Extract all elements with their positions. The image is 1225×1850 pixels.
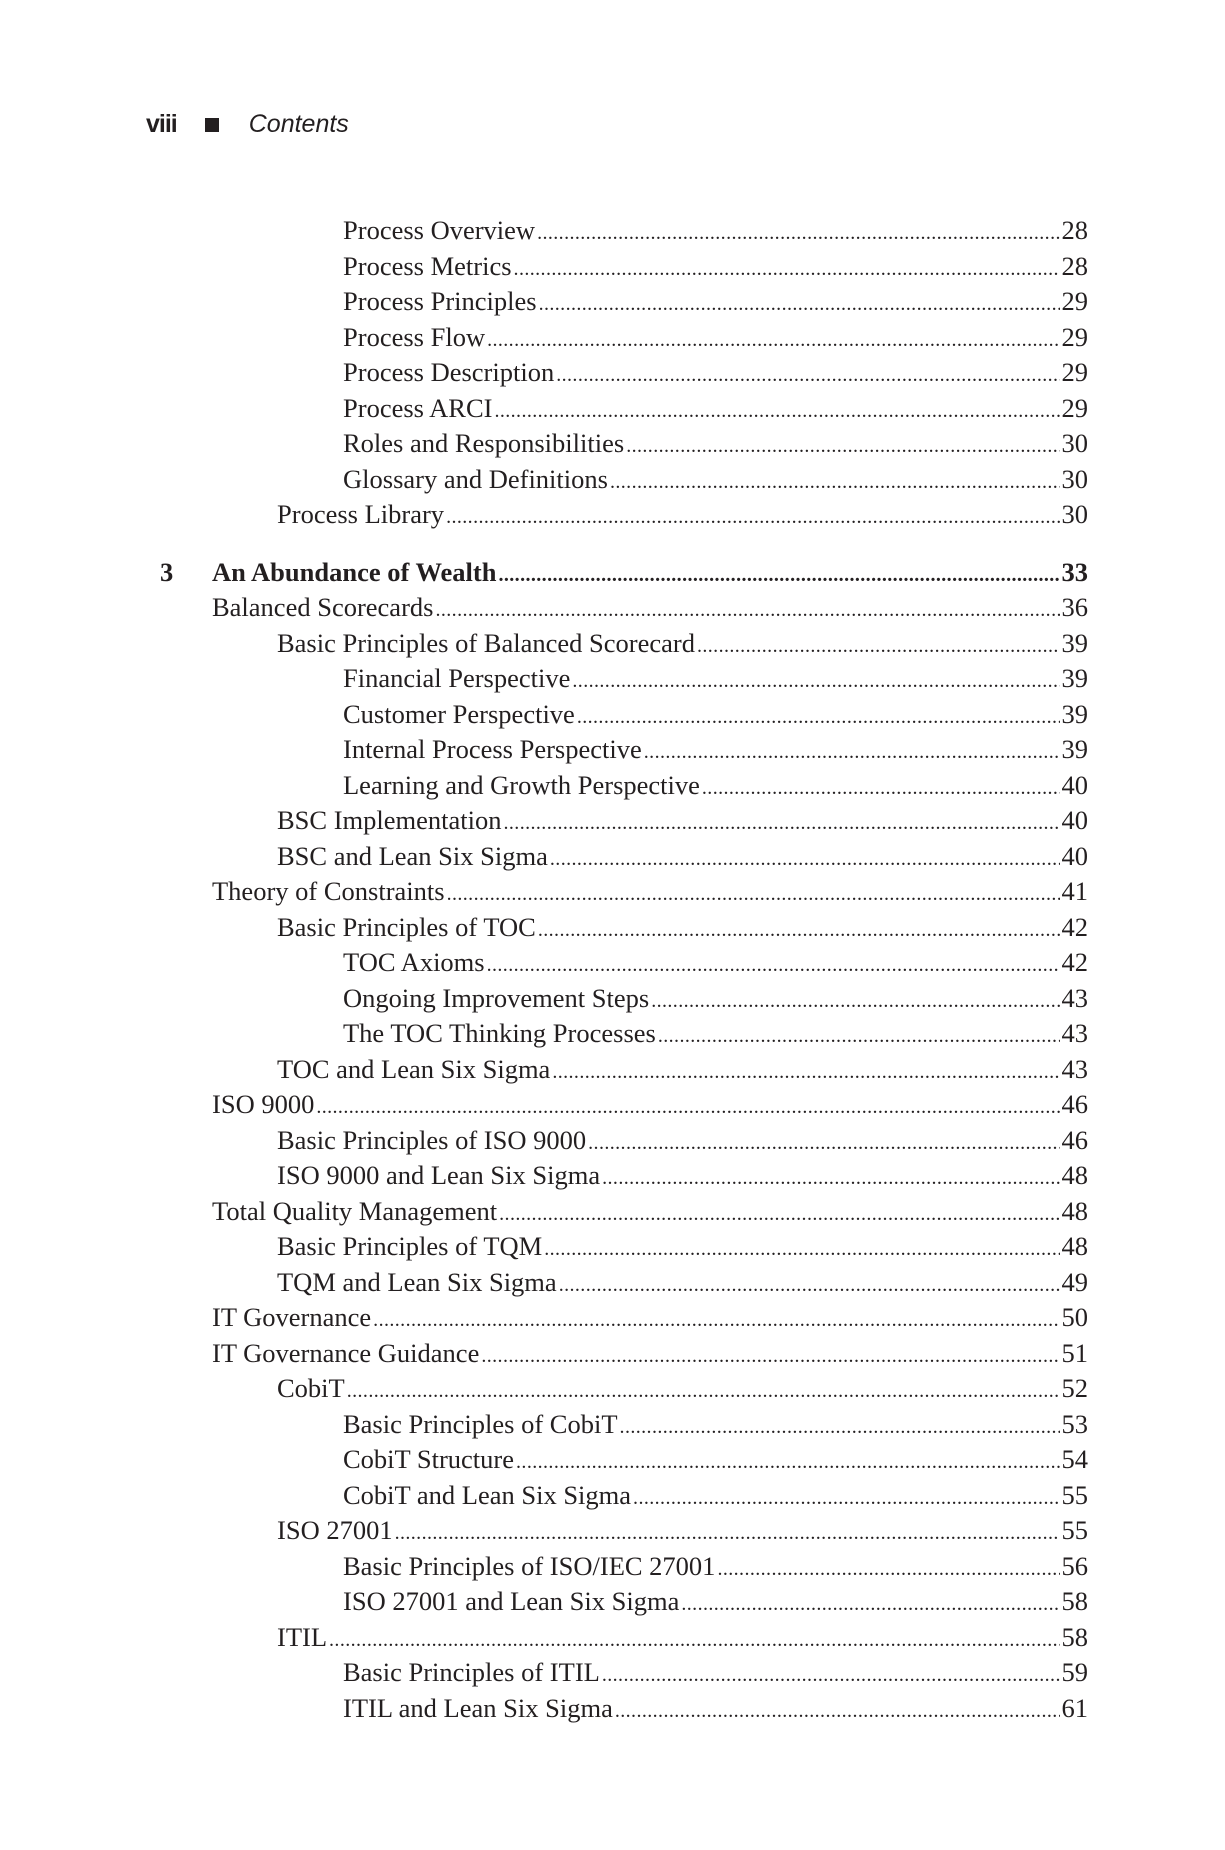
toc-entry-page: 29	[1061, 392, 1088, 423]
toc-chapter-entry[interactable]	[160, 555, 1088, 591]
toc-entry[interactable]	[160, 249, 1088, 285]
toc-entry[interactable]	[160, 1549, 1088, 1585]
toc-entry-page: 48	[1061, 1231, 1088, 1261]
running-title: Contents	[248, 110, 349, 138]
toc-entry-label: Process ARCI	[343, 392, 493, 423]
toc-entry-label: ISO 27001	[277, 1515, 393, 1545]
dot-leader	[494, 391, 1059, 430]
dot-leader	[717, 1549, 1059, 1588]
toc-entry-page: 59	[1061, 1657, 1088, 1687]
running-header	[146, 110, 349, 139]
toc-entry-page: 46	[1061, 1089, 1088, 1119]
dot-leader	[499, 1194, 1059, 1233]
toc-entry-page: 58	[1061, 1621, 1088, 1652]
toc-entry-page: 43	[1061, 1018, 1088, 1048]
toc-entry-label: Total Quality Management	[212, 1195, 498, 1226]
toc-entry-page: 33	[1061, 556, 1088, 587]
toc-entry[interactable]	[160, 910, 1088, 946]
toc-entry[interactable]	[160, 1194, 1088, 1230]
toc-entry-label: Glossary and Definitions	[343, 463, 608, 494]
dot-leader	[559, 1265, 1060, 1304]
dot-leader	[681, 1584, 1059, 1623]
toc-entry[interactable]	[160, 1158, 1088, 1194]
dot-leader	[602, 1655, 1060, 1694]
toc-entry-label: Basic Principles of TQM	[277, 1231, 543, 1261]
toc-entry-label: Ongoing Improvement Steps	[343, 982, 650, 1013]
toc-entry-page: 61	[1061, 1692, 1088, 1723]
dot-leader	[626, 426, 1059, 465]
dot-leader	[514, 249, 1060, 288]
dot-leader	[550, 839, 1060, 878]
chapter-number: 3	[160, 556, 174, 587]
toc-entry[interactable]	[160, 1300, 1088, 1336]
toc-entry-label: ITIL	[277, 1621, 328, 1652]
dot-leader	[544, 1229, 1059, 1268]
dot-leader	[610, 462, 1060, 501]
toc-entry[interactable]	[160, 1371, 1088, 1407]
dot-leader	[572, 661, 1059, 700]
toc-entry[interactable]	[160, 497, 1088, 533]
toc-entry[interactable]	[160, 1336, 1088, 1372]
toc-entry-label: CobiT	[277, 1373, 345, 1403]
toc-entry-page: 48	[1061, 1160, 1088, 1190]
toc-entry[interactable]	[160, 355, 1088, 391]
dot-leader	[552, 1052, 1059, 1091]
toc-entry[interactable]	[160, 839, 1088, 875]
toc-entry-page: 40	[1061, 805, 1088, 835]
toc-entry-page: 54	[1061, 1444, 1088, 1474]
toc-entry[interactable]	[160, 1442, 1088, 1478]
toc-entry-page: 29	[1061, 357, 1088, 387]
dot-leader	[481, 1336, 1059, 1375]
toc-entry-page: 51	[1061, 1337, 1088, 1368]
toc-entry-label: ITIL and Lean Six Sigma	[343, 1692, 613, 1723]
toc-entry-label: Process Overview	[343, 215, 536, 245]
toc-entry-label: Balanced Scorecards	[212, 592, 434, 622]
toc-entry-label: Basic Principles of ISO/IEC 27001	[343, 1550, 716, 1581]
dot-leader	[435, 590, 1059, 629]
toc-entry-page: 41	[1061, 876, 1088, 906]
toc-entry-page: 49	[1061, 1266, 1088, 1297]
toc-entry-page: 55	[1061, 1479, 1088, 1510]
dot-leader	[644, 732, 1060, 771]
toc-entry-label: Process Principles	[343, 286, 537, 316]
dot-leader	[538, 910, 1060, 949]
toc-entry-page: 39	[1061, 627, 1088, 658]
toc-entry[interactable]	[160, 426, 1088, 462]
dot-leader	[537, 213, 1059, 252]
dot-leader	[504, 803, 1060, 842]
toc-entry-page: 55	[1061, 1515, 1088, 1545]
dot-leader	[395, 1513, 1060, 1552]
toc-entry-page: 42	[1061, 911, 1088, 942]
toc-entry-page: 53	[1061, 1408, 1088, 1439]
dot-leader	[697, 626, 1060, 665]
toc-entry[interactable]	[160, 874, 1088, 910]
toc-entry-page: 48	[1061, 1195, 1088, 1226]
toc-entry[interactable]	[160, 661, 1088, 697]
toc-entry-page: 58	[1061, 1586, 1088, 1616]
toc-entry-page: 39	[1061, 734, 1088, 764]
toc-entry[interactable]	[160, 1052, 1088, 1088]
toc-entry-label: Process Flow	[343, 321, 486, 352]
toc-entry-page: 52	[1061, 1373, 1088, 1403]
toc-entry[interactable]	[160, 732, 1088, 768]
table-of-contents	[160, 213, 1088, 1726]
toc-entry-label: TOC and Lean Six Sigma	[277, 1053, 551, 1084]
toc-entry-label: Process Description	[343, 357, 555, 387]
toc-entry-label: Roles and Responsibilities	[343, 428, 625, 458]
toc-entry-page: 39	[1061, 698, 1088, 729]
toc-entry-label: Theory of Constraints	[212, 876, 445, 906]
toc-entry[interactable]	[160, 1620, 1088, 1656]
toc-entry[interactable]	[160, 1123, 1088, 1159]
toc-entry-label: BSC and Lean Six Sigma	[277, 840, 548, 871]
toc-entry-label: IT Governance Guidance	[212, 1337, 480, 1368]
toc-entry-page: 29	[1061, 321, 1088, 352]
dot-leader	[602, 1158, 1059, 1197]
toc-entry-label: Basic Principles of ITIL	[343, 1657, 600, 1687]
toc-entry[interactable]	[160, 1655, 1088, 1691]
dot-leader	[615, 1691, 1060, 1730]
toc-entry[interactable]	[160, 391, 1088, 427]
toc-entry-page: 40	[1061, 769, 1088, 800]
toc-entry[interactable]	[160, 1513, 1088, 1549]
toc-entry[interactable]	[160, 981, 1088, 1017]
toc-entry-label: Basic Principles of TOC	[277, 911, 536, 942]
toc-entry[interactable]	[160, 1584, 1088, 1620]
toc-entry-page: 30	[1061, 463, 1088, 494]
toc-entry-label: Process Library	[277, 499, 445, 529]
toc-entry-page: 30	[1061, 499, 1088, 529]
toc-entry-label: Customer Perspective	[343, 698, 575, 729]
dot-leader	[446, 497, 1059, 536]
toc-entry[interactable]	[160, 697, 1088, 733]
dot-leader	[651, 981, 1059, 1020]
toc-entry-page: 36	[1061, 592, 1088, 622]
dot-leader	[347, 1371, 1060, 1410]
toc-entry-label: Basic Principles of ISO 9000	[277, 1124, 587, 1155]
toc-entry-label: ISO 9000	[212, 1089, 315, 1119]
toc-entry-label: Basic Principles of Balanced Scorecard	[277, 627, 695, 658]
toc-entry[interactable]	[160, 1691, 1088, 1727]
toc-entry[interactable]	[160, 803, 1088, 839]
toc-entry-label: ISO 9000 and Lean Six Sigma	[277, 1160, 601, 1190]
toc-entry-label: CobiT and Lean Six Sigma	[343, 1479, 632, 1510]
toc-entry-page: 42	[1061, 947, 1088, 977]
dot-leader	[316, 1087, 1059, 1126]
toc-entry-label: TOC Axioms	[343, 947, 485, 977]
toc-entry-page: 50	[1061, 1302, 1088, 1332]
toc-entry-label: TQM and Lean Six Sigma	[277, 1266, 557, 1297]
toc-entry-label: Process Metrics	[343, 250, 512, 281]
toc-entry-label: ISO 27001 and Lean Six Sigma	[343, 1586, 680, 1616]
dot-leader	[516, 1442, 1059, 1481]
toc-entry-page: 30	[1061, 428, 1088, 458]
toc-entry-label: IT Governance	[212, 1302, 372, 1332]
dot-leader	[329, 1620, 1059, 1659]
toc-entry[interactable]	[160, 462, 1088, 498]
toc-entry-label: BSC Implementation	[277, 805, 502, 835]
toc-entry[interactable]	[160, 1229, 1088, 1265]
square-bullet-icon	[205, 118, 219, 132]
toc-entry-page: 43	[1061, 1053, 1088, 1084]
dot-leader	[487, 320, 1059, 359]
dot-leader	[498, 555, 1059, 594]
toc-entry-label: Internal Process Perspective	[343, 734, 642, 764]
toc-entry-label: Learning and Growth Perspective	[343, 769, 700, 800]
toc-entry[interactable]	[160, 626, 1088, 662]
toc-entry-label: The TOC Thinking Processes	[343, 1018, 656, 1048]
toc-entry-page: 43	[1061, 982, 1088, 1013]
toc-entry[interactable]	[160, 1478, 1088, 1514]
toc-entry-page: 28	[1061, 215, 1088, 245]
dot-leader	[556, 355, 1059, 394]
toc-entry-label: Financial Perspective	[343, 663, 571, 693]
page-number: viii	[146, 110, 177, 138]
dot-leader	[633, 1478, 1059, 1517]
dot-leader	[588, 1123, 1059, 1162]
toc-entry[interactable]	[160, 320, 1088, 356]
toc-entry[interactable]	[160, 1016, 1088, 1052]
dot-leader	[658, 1016, 1060, 1055]
dot-leader	[539, 284, 1060, 323]
toc-entry[interactable]	[160, 1087, 1088, 1123]
toc-entry-page: 29	[1061, 286, 1088, 316]
toc-entry[interactable]	[160, 284, 1088, 320]
toc-entry-page: 56	[1061, 1550, 1088, 1581]
dot-leader	[447, 874, 1060, 913]
toc-entry-label: An Abundance of Wealth	[212, 556, 497, 587]
dot-leader	[702, 768, 1060, 807]
toc-entry[interactable]	[160, 768, 1088, 804]
dot-leader	[577, 697, 1060, 736]
toc-entry-page: 39	[1061, 663, 1088, 693]
dot-leader	[373, 1300, 1059, 1339]
toc-entry[interactable]	[160, 590, 1088, 626]
toc-entry-label: CobiT Structure	[343, 1444, 515, 1474]
toc-entry[interactable]	[160, 945, 1088, 981]
toc-entry-page: 40	[1061, 840, 1088, 871]
toc-entry[interactable]	[160, 1407, 1088, 1443]
toc-entry-page: 46	[1061, 1124, 1088, 1155]
toc-entry-label: Basic Principles of CobiT	[343, 1408, 618, 1439]
toc-entry[interactable]	[160, 213, 1088, 249]
toc-entry[interactable]	[160, 1265, 1088, 1301]
toc-entry-page: 28	[1061, 250, 1088, 281]
dot-leader	[620, 1407, 1060, 1446]
dot-leader	[487, 945, 1060, 984]
